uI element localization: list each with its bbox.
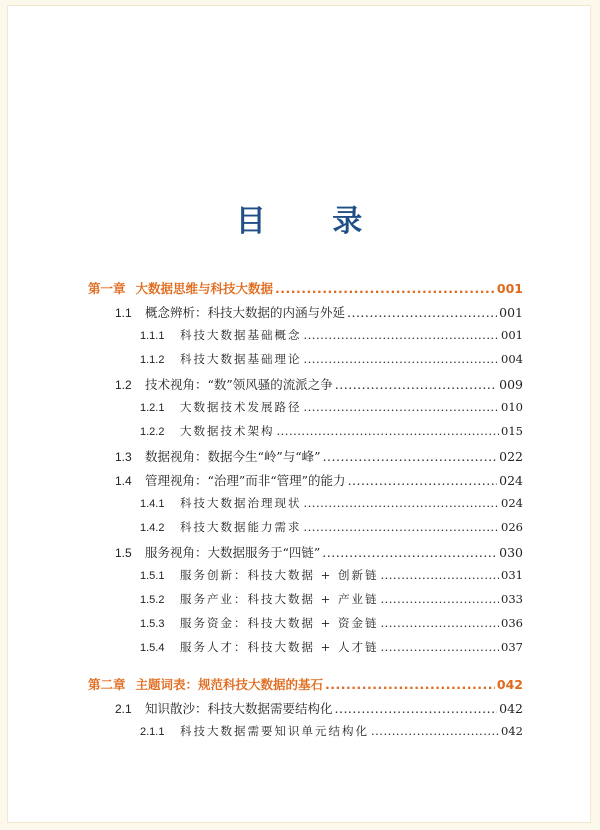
toc-section-entry[interactable] [115,375,523,393]
entry-page-number: 022 [499,449,523,464]
entry-page-number: 037 [501,640,523,654]
entry-title: 数据视角：数据今生“岭”与“峰” [145,449,321,464]
entry-title: 服务创新：科技大数据 + 创新链 [180,568,379,582]
toc-subsection-entry[interactable] [140,519,523,535]
entry-page-number: 042 [501,724,523,738]
table-of-contents [8,6,590,822]
entry-number: 第二章 [88,677,126,692]
entry-page-number: 024 [501,496,523,510]
entry-number: 1.5.2 [140,594,165,606]
dot-leader [322,545,497,560]
dot-leader [323,449,498,464]
entry-title: 大数据技术架构 [180,424,275,438]
toc-subsection-entry[interactable] [140,567,523,583]
entry-number: 1.2.2 [140,426,165,438]
toc-section-entry[interactable] [115,471,523,489]
entry-page-number: 042 [499,701,523,716]
toc-chapter-entry[interactable] [88,279,523,297]
entry-title: 管理视角：“治理”而非“管理”的能力 [145,473,346,488]
toc-section-entry[interactable] [115,303,523,321]
entry-title: 技术视角：“数”领风骚的流派之争 [145,377,333,392]
entry-number: 1.1.1 [140,330,165,342]
entry-page-number: 033 [501,592,523,606]
entry-number: 1.5.3 [140,618,165,630]
toc-section-entry[interactable] [115,543,523,561]
entry-number: 2.1 [115,702,132,716]
entry-title: 服务视角：大数据服务于“四链” [145,545,321,560]
toc-subsection-entry[interactable] [140,591,523,607]
entry-number: 1.4 [115,474,132,488]
toc-subsection-entry[interactable] [140,423,523,439]
entry-page-number: 015 [501,424,523,438]
toc-section-entry[interactable] [115,699,523,717]
dot-leader [380,568,499,582]
dot-leader [348,473,498,488]
toc-subsection-entry[interactable] [140,351,523,367]
entry-page-number: 024 [499,473,523,488]
dot-leader [380,592,499,606]
toc-subsection-entry[interactable] [140,327,523,343]
entry-number: 2.1.1 [140,726,165,738]
entry-page-number: 036 [501,616,523,630]
entry-number: 1.2 [115,378,132,392]
dot-leader [304,328,500,342]
entry-number: 1.1.2 [140,354,165,366]
entry-title: 大数据技术发展路径 [180,400,302,414]
entry-number: 1.2.1 [140,402,165,414]
entry-page-number: 026 [501,520,523,534]
toc-section-entry[interactable] [115,447,523,465]
entry-title: 科技大数据治理现状 [180,496,302,510]
entry-number: 1.3 [115,450,132,464]
entry-number: 1.5.1 [140,570,165,582]
entry-number: 1.4.1 [140,498,165,510]
toc-subsection-entry[interactable] [140,615,523,631]
entry-page-number: 042 [496,677,523,692]
dot-leader [347,305,497,320]
dot-leader [304,520,500,534]
entry-page-number: 001 [501,328,523,342]
toc-subsection-entry[interactable] [140,399,523,415]
toc-title: 目 录 [235,204,391,239]
dot-leader [335,377,497,392]
dot-leader [304,400,500,414]
entry-page-number: 001 [499,305,523,320]
entry-title: 知识散沙：科技大数据需要结构化 [145,701,333,716]
entry-number: 1.4.2 [140,522,165,534]
dot-leader [304,352,500,366]
entry-title: 服务资金：科技大数据 + 资金链 [180,616,379,630]
toc-subsection-entry[interactable] [140,495,523,511]
entry-page-number: 031 [501,568,523,582]
entry-number: 1.1 [115,306,132,320]
dot-leader [304,496,500,510]
entry-title: 科技大数据基础概念 [180,328,302,342]
entry-page-number: 009 [499,377,523,392]
entry-number: 1.5 [115,546,132,560]
entry-title: 概念辨析：科技大数据的内涵与外延 [145,305,346,320]
entry-title: 大数据思维与科技大数据 [135,281,274,296]
entry-title: 主题词表：规范科技大数据的基石 [135,677,324,692]
entry-number: 第一章 [88,281,126,296]
entry-number: 1.5.4 [140,642,165,654]
toc-subsection-entry[interactable] [140,723,523,739]
entry-title: 科技大数据能力需求 [180,520,302,534]
entry-title: 科技大数据基础理论 [180,352,302,366]
toc-chapter-entry[interactable] [88,675,523,693]
dot-leader [277,424,500,438]
entry-page-number: 001 [496,281,523,296]
entry-page-number: 030 [499,545,523,560]
entry-title: 服务产业：科技大数据 + 产业链 [180,592,379,606]
book-page [7,5,591,823]
dot-leader [335,701,498,716]
entry-page-number: 004 [501,352,523,366]
dot-leader [380,616,499,630]
toc-subsection-entry[interactable] [140,639,523,655]
dot-leader [275,281,495,296]
entry-title: 服务人才：科技大数据 + 人才链 [180,640,379,654]
dot-leader [325,677,495,692]
entry-page-number: 010 [501,400,523,414]
dot-leader [371,724,499,738]
dot-leader [380,640,499,654]
entry-title: 科技大数据需要知识单元结构化 [180,724,369,738]
